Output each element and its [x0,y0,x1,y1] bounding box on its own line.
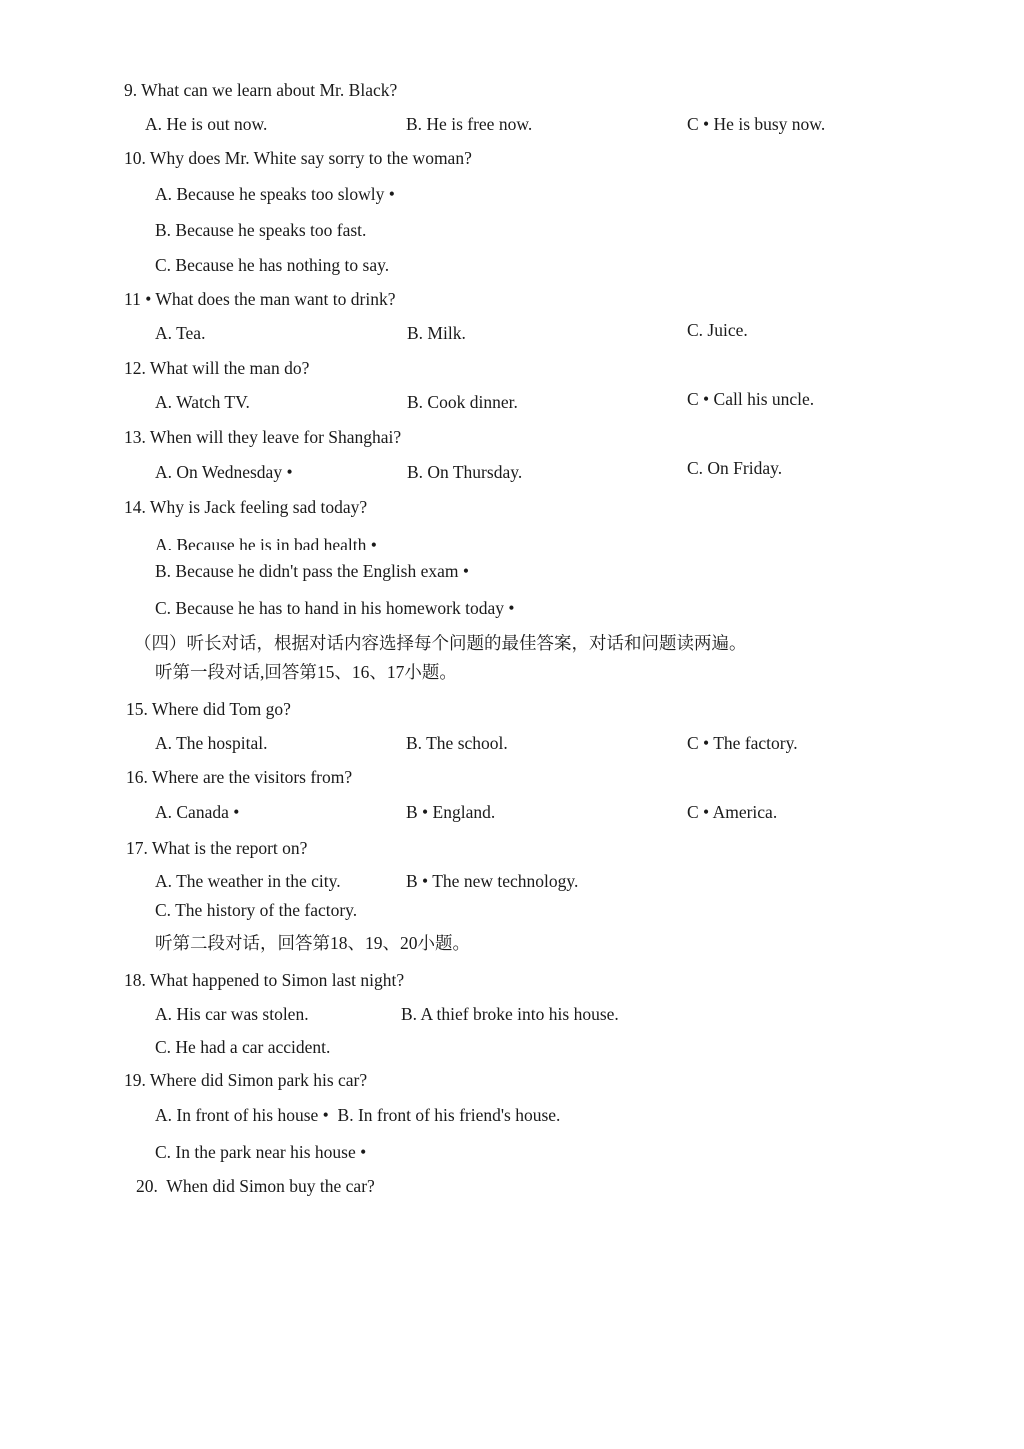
option-15c: C • The factory. [687,733,798,753]
option-12b: B. Cook dinner. [407,392,518,412]
option-16c: C • America. [687,802,778,822]
option-19ab: A. In front of his house • B. In front of his friend's house. [155,1105,561,1125]
question-12: 12. What will the man do? [124,358,310,378]
option-15b: B. The school. [406,733,508,753]
question-17: 17. What is the report on? [126,838,308,858]
question-11: 11 • What does the man want to drink? [124,289,396,309]
option-18a: A. His car was stolen. [155,1004,309,1024]
question-19: 19. Where did Simon park his car? [124,1070,368,1090]
option-10a: A. Because he speaks too slowly • [155,184,395,204]
option-17b: B • The new technology. [406,871,579,891]
option-18b: B. A thief broke into his house. [401,1004,619,1024]
question-16: 16. Where are the visitors from? [126,767,353,787]
option-16b: B • England. [406,802,496,822]
option-10c: C. Because he has nothing to say. [155,255,390,275]
option-9a: A. He is out now. [145,114,268,134]
option-12c: C • Call his uncle. [687,389,815,409]
dialogue-1-instruction: 听第一段对话,回答第15、16、17小题。 [155,662,457,682]
option-17a: A. The weather in the city. [155,871,341,891]
question-9: 9. What can we learn about Mr. Black? [124,80,398,100]
option-10b: B. Because he speaks too fast. [155,220,367,240]
option-9b: B. He is free now. [406,114,533,134]
option-14b: B. Because he didn't pass the English exam • [155,561,470,581]
option-16a: A. Canada • [155,802,240,822]
option-11b: B. Milk. [407,323,466,343]
option-14c: C. Because he has to hand in his homework today • [155,598,515,618]
option-12a: A. Watch TV. [155,392,250,412]
option-13c: C. On Friday. [687,458,783,478]
option-18c: C. He had a car accident. [155,1037,331,1057]
option-9c: C • He is busy now. [687,114,826,134]
option-17c: C. The history of the factory. [155,900,358,920]
question-20: 20. When did Simon buy the car? [136,1176,375,1196]
option-11a: A. Tea. [155,323,206,343]
question-14: 14. Why is Jack feeling sad today? [124,497,368,517]
section-4-heading: （四）听长对话，根据对话内容选择每个问题的最佳答案，对话和问题读两遍。 [134,633,747,653]
option-19c: C. In the park near his house • [155,1142,367,1162]
option-13a: A. On Wednesday • [155,462,293,482]
question-13: 13. When will they leave for Shanghai? [124,427,402,447]
option-15a: A. The hospital. [155,733,268,753]
option-11c: C. Juice. [687,320,748,340]
dialogue-2-instruction: 听第二段对话，回答第18、19、20小题。 [155,933,470,953]
option-13b: B. On Thursday. [407,462,523,482]
question-15: 15. Where did Tom go? [126,699,291,719]
option-14a: A. Because he is in bad health • [155,535,377,550]
question-18: 18. What happened to Simon last night? [124,970,405,990]
question-10: 10. Why does Mr. White say sorry to the woman? [124,148,472,168]
